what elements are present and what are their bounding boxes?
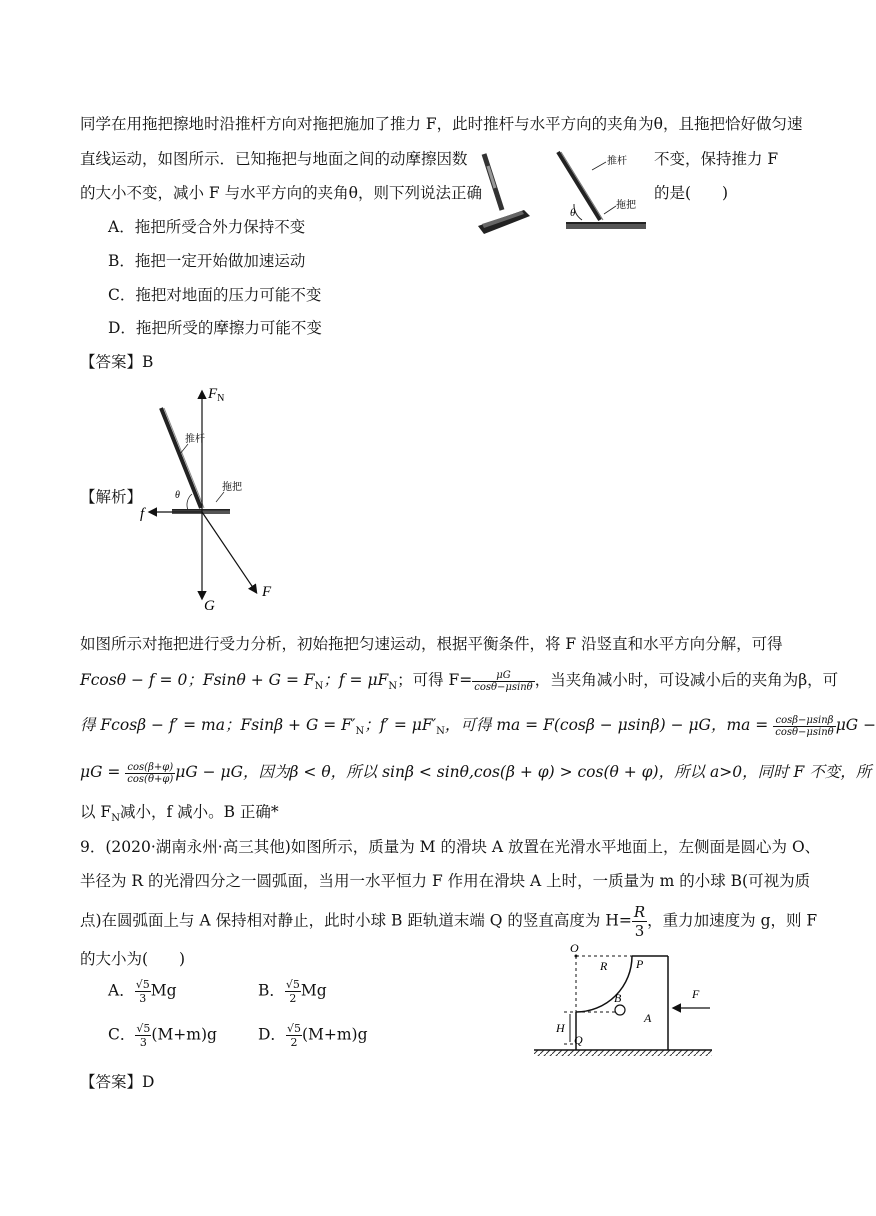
q8-option-c[interactable]: C．拖把对地面的压力可能不变 bbox=[108, 286, 322, 304]
q9-option-c[interactable]: C． $\frac{√5}{3}(M+m)g$ bbox=[108, 1022, 217, 1049]
q9-stem-line1: 9．(2020·湖南永州·高三其他)如图所示，质量为 M 的滑块 A 放置在光滑水平地面上，左侧面是圆心为 O、 bbox=[80, 838, 821, 856]
fig-Q-label: Q bbox=[574, 1033, 583, 1047]
q8-analysis-label: 【解析】 bbox=[80, 488, 143, 506]
q8-stem-line1: 同学在用拖把擦地时沿推杆方向对拖把施加了推力 F，此时推杆与水平方向的夹角为θ，且拖把恰好做匀速 bbox=[80, 115, 803, 133]
mop-photo-left bbox=[478, 154, 530, 234]
q9-stem-line3: 点)在圆弧面上与 A 保持相对静止，此时小球 B 距轨道末端 Q 的竖直高度为 H= $\frac{R}{3}$ ，重力加速度为 g，则 F bbox=[80, 903, 818, 940]
q9-option-b[interactable]: B． $\frac{√5}{2}Mg$ bbox=[258, 978, 327, 1005]
fig-P-label: P bbox=[636, 957, 644, 971]
fig-B-label: B bbox=[614, 991, 622, 1005]
force-fn-label: $F_N$ bbox=[208, 386, 225, 404]
fig-R-label: R bbox=[600, 959, 608, 973]
q8-solution-line3: 得 Fcosβ − f′ = ma；$Fsin\beta + G = F'_N$；$f' = \mu F'_N$，可得 ma = F(cosβ − μsinβ) − μG，ma = $\frac{\cos\beta-\mu\sin\beta}{\cos\theta-\mu\sin\theta}$ μG − bbox=[80, 714, 876, 738]
q9-stem-line2: 半径为 R 的光滑四分之一圆弧面，当用一水平恒力 F 作用在滑块 A 上时，一质量为 m 的小球 B(可视为质 bbox=[80, 872, 811, 890]
force-rod-label: 推杆 bbox=[185, 434, 205, 445]
q8-option-d[interactable]: D．拖把所受的摩擦力可能不变 bbox=[108, 319, 322, 337]
q8-stem-line2a: 直线运动，如图所示．已知拖把与地面之间的动摩擦因数 bbox=[80, 150, 468, 168]
fig-F-label: F bbox=[692, 987, 700, 1001]
q8-option-a[interactable]: A．拖把所受合外力保持不变 bbox=[108, 218, 306, 236]
q8-solution-line4: μG = $\frac{\cos(\beta+\varphi)}{\cos(\theta+\varphi)}$ μG − μG，因为β < θ，所以 sinβ < sinθ,cos(β + φ) > cos(θ + φ)，所以 a>0，同时 F 不变，所 bbox=[80, 761, 872, 785]
q8-solution-line5: 以 $F_N$减小，f 减小。B 正确* bbox=[80, 803, 279, 825]
q8-stem-line2b: 不变，保持推力 F bbox=[654, 150, 779, 168]
fig-O-label: O bbox=[570, 941, 579, 955]
fig-rod-label: 推杆 bbox=[607, 156, 627, 167]
q9-option-a[interactable]: A． $\frac{√5}{3}Mg$ bbox=[108, 978, 177, 1005]
q8-solution-line1: 如图所示对拖把进行受力分析，初始拖把匀速运动，根据平衡条件，将 F 沿竖直和水平方向分解，可得 bbox=[80, 635, 783, 653]
mop-photo-figure bbox=[474, 148, 650, 238]
q8-stem-line3b: 的是( ) bbox=[654, 184, 729, 202]
force-theta-label: θ bbox=[175, 490, 180, 501]
fig-theta-label: θ bbox=[570, 207, 576, 219]
q8-answer: 【答案】B bbox=[80, 353, 154, 371]
fig-mop-label: 拖把 bbox=[616, 200, 636, 211]
force-mop-label: 拖把 bbox=[222, 482, 242, 493]
q8-option-b[interactable]: B．拖把一定开始做加速运动 bbox=[108, 252, 306, 270]
force-g-label: G bbox=[204, 598, 215, 614]
force-f-label: f bbox=[140, 506, 145, 522]
q9-stem-line4: 的大小为( ) bbox=[80, 950, 186, 968]
fig-A-label: A bbox=[644, 1011, 652, 1025]
q8-solution-line2: Fcosθ − f = 0；$Fsin\theta + G = F_N$；$f = \mu F_N$；可得 F= $\frac{\mu G}{\cos\theta-\mu\sin\theta}$ ，当夹角减小时，可设减小后的夹角为β，可 bbox=[80, 669, 839, 693]
q9-option-d[interactable]: D． $\frac{√5}{2}(M+m)g$ bbox=[258, 1022, 368, 1049]
slider-arc-figure bbox=[534, 940, 714, 1058]
q8-stem-line3a: 的大小不变，减小 F 与水平方向的夹角θ，则下列说法正确 bbox=[80, 184, 482, 202]
force-F-label: F bbox=[262, 584, 272, 600]
force-diagram bbox=[138, 380, 288, 620]
fig-H-label: H bbox=[556, 1021, 565, 1035]
q9-answer: 【答案】D bbox=[80, 1073, 155, 1091]
